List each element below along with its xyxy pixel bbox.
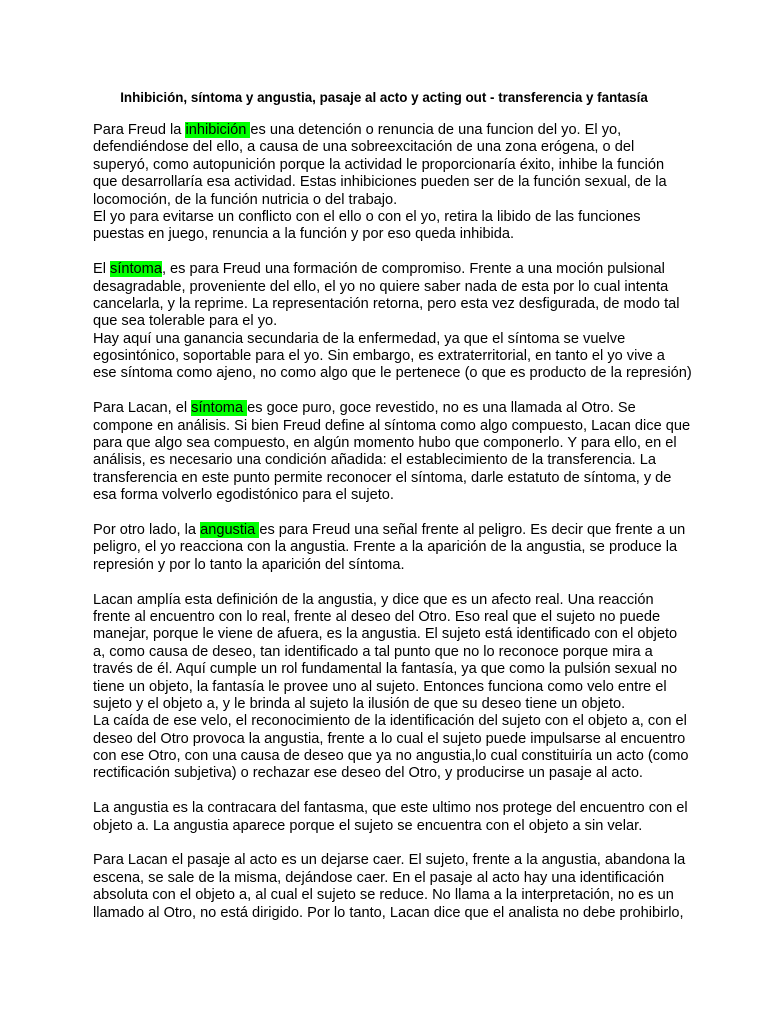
text-run: es una detención o renuncia de una funcion del yo. El yo, [250, 122, 622, 138]
text-run: Para Lacan, el [93, 400, 192, 417]
paragraph-gap [93, 383, 693, 400]
paragraph-gap [93, 574, 693, 591]
text-line: través de él. Aquí cumple un rol fundamental la fantasía, ya que como la pulsión sexual no [93, 661, 678, 678]
text-line: que desarrollaría esa actividad. Estas inhibiciones pueden ser de la función sexual, de la [93, 174, 667, 191]
text-line: análisis, es necesario una condición añadida: el establecimiento de la transferencia. La [93, 452, 657, 469]
text-run: es goce puro, goce revestido, no es una llamada al Otro. Se [247, 400, 636, 417]
text-run: es para Freud una señal frente al peligro. Es decir que frente a un [259, 521, 686, 538]
text-line: La angustia es la contracara del fantasma, que este ultimo nos protege del encuentro con el [93, 800, 688, 817]
text-line: Hay aquí una ganancia secundaria de la enfermedad, ya que el síntoma se vuelve [93, 330, 626, 347]
paragraph [93, 522, 693, 574]
text-line: La caída de ese velo, el reconocimiento de la identificación del sujeto con el objeto a, con el [93, 713, 687, 730]
text-line: sujeto y el objeto a, y le brinda al sujeto la ilusión de que su deseo tiene un objeto. [93, 695, 626, 712]
text-run: El [93, 261, 111, 278]
text-line: compone en análisis. Si bien Freud define al síntoma como algo compuesto, Lacan dice que [93, 417, 691, 434]
text-line: manejar, porque le viene de afuera, es la angustia. El sujeto está identificado con el objeto [93, 626, 678, 643]
document-title: Inhibición, síntoma y angustia, pasaje al acto y acting out - transferencia y fantasía [120, 90, 648, 105]
text-line: puestas en juego, renuncia a la función y por eso queda inhibida. [93, 226, 515, 243]
text-line: Lacan amplía esta definición de la angustia, y dice que es un afecto real. Una reacción [93, 591, 654, 608]
paragraph-gap [93, 244, 693, 261]
text-line [93, 261, 693, 278]
text-line: que sea tolerable para el yo. [93, 313, 278, 330]
text-line: represión y por lo tanto la aparición del síntoma. [93, 556, 405, 573]
paragraph-gap [93, 835, 693, 852]
paragraph [93, 852, 693, 922]
highlighted-term: inhibición [185, 122, 251, 138]
text-line: deseo del Otro provoca la angustia, frente a lo cual el sujeto puede impulsarse al encuentro [93, 730, 686, 747]
text-line: desagradable, proveniente del ello, el yo no quiere saber nada de esta por lo cual intenta [93, 278, 669, 295]
text-line: tiene un objeto, la fantasía le provee uno al sujeto. Entonces funciona como velo entre el [93, 678, 667, 695]
text-line: para que algo sea compuesto, en algún momento hubo que componerlo. Y para ello, en el [93, 435, 677, 452]
text-line: a, como causa de deseo, tan identificado a tal punto que no lo reconoce porque mira a [93, 643, 653, 660]
highlighted-term: angustia [200, 521, 260, 538]
text-line: objeto a. La angustia aparece porque el sujeto se encuentra con el objeto a sin velar. [93, 817, 643, 834]
paragraph [93, 592, 693, 783]
text-line: con ese Otro, con una causa de deseo que ya no angustia,lo cual constituiría un acto (como [93, 748, 689, 765]
text-line: locomoción, de la función nutricia o del trabajo. [93, 191, 398, 208]
text-run: , es para Freud una formación de compromiso. Frente a una moción pulsional [161, 261, 665, 278]
text-run: Para Freud la [93, 122, 186, 138]
text-line: frente al encuentro con lo real, frente al deseo del Otro. Eso real que el sujeto no puede [93, 608, 661, 625]
text-line: Para Lacan el pasaje al acto es un dejarse caer. El sujeto, frente a la angustia, abandona la [93, 852, 686, 869]
highlighted-term: síntoma [110, 261, 162, 278]
text-line [93, 400, 693, 417]
text-line: ese síntoma como ajeno, no como algo que le pertenece (o que es producto de la represión) [93, 365, 692, 382]
text-line: absoluta con el objeto a, al cual el sujeto se reduce. No llama a la interpretación, no es un [93, 887, 674, 904]
text-line [93, 122, 693, 139]
paragraph [93, 261, 693, 383]
text-line: transferencia en este punto permite reconocer el síntoma, darle estatuto de síntoma, y de [93, 469, 672, 486]
text-line: egosintónico, soportable para el yo. Sin embargo, es extraterritorial, en tanto el yo vive a [93, 348, 665, 365]
text-line: rectificación subjetiva) o rechazar ese deseo del Otro, y producirse un pasaje al acto. [93, 765, 643, 782]
text-line: El yo para evitarse un conflicto con el ello o con el yo, retira la libido de las funciones [93, 208, 641, 225]
document-body [93, 122, 693, 922]
paragraph [93, 400, 693, 504]
text-line: esa forma volverlo egodistónico para el sujeto. [93, 487, 394, 504]
text-run: Por otro lado, la [93, 521, 201, 538]
paragraph [93, 122, 693, 244]
paragraph-gap [93, 783, 693, 800]
text-line: escena, se sale de la misma, dejándose caer. En el pasaje al acto hay una identificación [93, 869, 665, 886]
text-line: defendiéndose del ello, a causa de una sobreexcitación de una zona erógena, o del [93, 139, 635, 156]
highlighted-term: síntoma [191, 400, 248, 417]
paragraph [93, 800, 693, 835]
paragraph-gap [93, 505, 693, 522]
text-line: cancelarla, y la reprime. La representación retorna, pero esta vez desfigurada, de modo tal [93, 295, 680, 312]
text-line [93, 522, 693, 539]
text-line: llamado al Otro, no está dirigido. Por lo tanto, Lacan dice que el analista no debe prohibirlo, [93, 904, 684, 921]
text-line: peligro, el yo reacciona con la angustia. Frente a la aparición de la angustia, se produce la [93, 539, 678, 556]
text-line: superyó, como autopunición porque la actividad le proporcionaría éxito, inhibe la función [93, 156, 665, 173]
